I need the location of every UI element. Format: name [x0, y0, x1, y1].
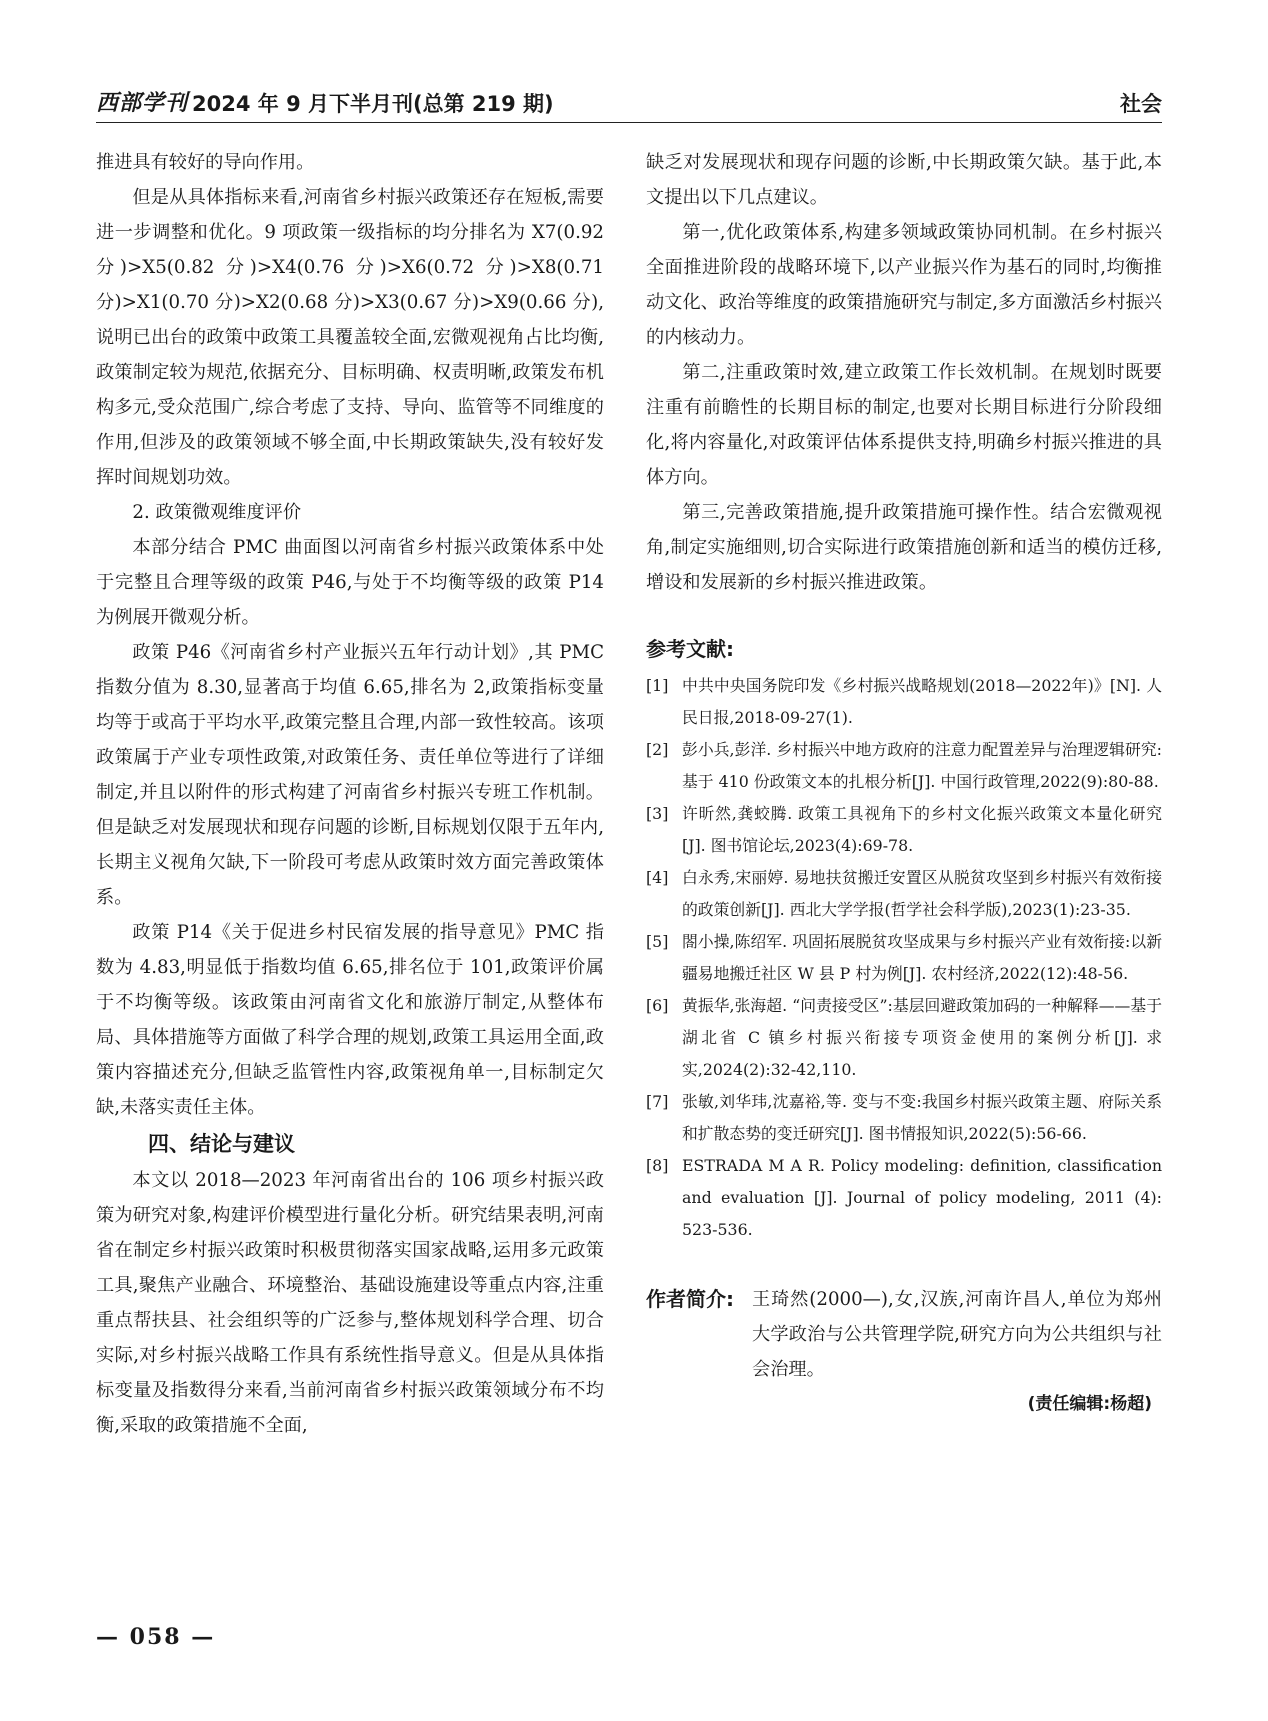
paragraph: 缺乏对发展现状和现存问题的诊断,中长期政策欠缺。基于此,本文提出以下几点建议。 [646, 152, 1162, 208]
reference-text: 中共中央国务院印发《乡村振兴战略规划(2018—2022年)》[N]. 人民日报,2018-09-27(1). [682, 676, 1162, 727]
header-rule [96, 122, 1162, 123]
reference-number: [2] [646, 740, 669, 759]
reference-number: [7] [646, 1092, 669, 1111]
reference-item [646, 670, 1162, 734]
paragraph: 但是从具体指标来看,河南省乡村振兴政策还存在短板,需要进一步调整和优化。9 项政策一级指标的均分排名为 X7(0.92 分)>X5(0.82 分)>X4(0.76 分)>X6(0.72 分)>X8(0.71 分)>X1(0.70 分)>X2(0.68 分)>X3(0.67 分)>X9(0.66 分),说明已出台的政策中政策工具覆盖较全面,宏微观视角占比均衡,政策制定较为规范,依据充分、目标明确、权责明晰,政策发布机构多元,受众范围广,综合考虑了支持、导向、监管等不同维度的作用,但涉及的政策领域不够全面,中长期政策缺失,没有较好发挥时间规划功效。 [96, 187, 604, 488]
left-column [96, 145, 604, 1443]
subsection-heading: 2. 政策微观维度评价 [132, 502, 302, 523]
author-bio-label: 作者简介: [646, 1287, 734, 1311]
reference-text: 閤小操,陈绍军. 巩固拓展脱贫攻坚成果与乡村振兴产业有效衔接:以新疆易地搬迁社区 W 县 P 村为例[J]. 农村经济,2022(12):48-56. [682, 932, 1162, 983]
editor-credit: (责任编辑:杨超) [1027, 1394, 1152, 1414]
paragraph: 政策 P14《关于促进乡村民宿发展的指导意见》PMC 指数为 4.83,明显低于指数均值 6.65,排名位于 101,政策评价属于不均衡等级。该政策由河南省文化和旅游厅制定,从整体布局、具体措施等方面做了科学合理的规划,政策工具运用全面,政策内容描述充分,但缺乏监管性内容,政策视角单一,目标制定欠缺,未落实责任主体。 [96, 922, 604, 1118]
reference-text: 张敏,刘华玮,沈嘉裕,等. 变与不变:我国乡村振兴政策主题、府际关系和扩散态势的变迁研究[J]. 图书情报知识,2022(5):56-66. [682, 1092, 1162, 1143]
reference-number: [8] [646, 1156, 669, 1175]
reference-number: [6] [646, 996, 669, 1015]
paragraph: 第三,完善政策措施,提升政策措施可操作性。结合宏微观视角,制定实施细则,切合实际进行政策措施创新和适当的模仿迁移,增设和发展新的乡村振兴推进政策。 [646, 502, 1162, 593]
issue-info: 2024 年 9 月下半月刊(总第 219 期) [192, 92, 554, 116]
paragraph: 推进具有较好的导向作用。 [96, 152, 315, 173]
right-column [646, 145, 1162, 1421]
author-bio [646, 1282, 1162, 1387]
journal-masthead: 西部学刊 [96, 90, 189, 116]
section-label: 社会 [1120, 92, 1162, 116]
reference-item [646, 1150, 1162, 1246]
paragraph: 本文以 2018—2023 年河南省出台的 106 项乡村振兴政策为研究对象,构建评价模型进行量化分析。研究结果表明,河南省在制定乡村振兴政策时积极贯彻落实国家战略,运用多元政策工具,聚焦产业融合、环境整治、基础设施建设等重点内容,注重重点帮扶县、社会组织等的广泛参与,整体规划科学合理、切合实际,对乡村振兴战略工作具有系统性指导意义。但是从具体指标变量及指数得分来看,当前河南省乡村振兴政策领域分布不均衡,采取的政策措施不全面, [96, 1170, 604, 1436]
reference-list [646, 670, 1162, 1246]
reference-item [646, 990, 1162, 1086]
reference-item [646, 734, 1162, 798]
reference-text: ESTRADA M A R. Policy modeling: definition, classification and evaluation [J]. Journal of policy modeling, 2011 (4): 523-536. [682, 1156, 1162, 1239]
reference-item [646, 926, 1162, 990]
reference-number: [3] [646, 804, 669, 823]
reference-item [646, 1086, 1162, 1150]
paragraph: 第二,注重政策时效,建立政策工作长效机制。在规划时既要注重有前瞻性的长期目标的制定,也要对长期目标进行分阶段细化,将内容量化,对政策评估体系提供支持,明确乡村振兴推进的具体方向。 [646, 362, 1162, 488]
reference-text: 白永秀,宋丽婷. 易地扶贫搬迁安置区从脱贫攻坚到乡村振兴有效衔接的政策创新[J]. 西北大学学报(哲学社会科学版),2023(1):23-35. [682, 868, 1162, 919]
author-bio-text: 王琦然(2000—),女,汉族,河南许昌人,单位为郑州大学政治与公共管理学院,研究方向为公共组织与社会治理。 [752, 1289, 1162, 1380]
reference-text: 彭小兵,彭洋. 乡村振兴中地方政府的注意力配置差异与治理逻辑研究:基于 410 份政策文本的扎根分析[J]. 中国行政管理,2022(9):80-88. [682, 740, 1162, 791]
references-heading: 参考文献: [646, 637, 734, 661]
reference-item [646, 798, 1162, 862]
reference-number: [1] [646, 676, 669, 695]
running-header [96, 84, 1162, 124]
page-number: — 058 — [96, 1624, 216, 1650]
reference-number: [5] [646, 932, 669, 951]
reference-text: 黄振华,张海超. “问责接受区”:基层回避政策加码的一种解释——基于湖北省 C 镇乡村振兴衔接专项资金使用的案例分析[J]. 求实,2024(2):32-42,110. [682, 996, 1162, 1079]
paragraph: 本部分结合 PMC 曲面图以河南省乡村振兴政策体系中处于完整且合理等级的政策 P46,与处于不均衡等级的政策 P14 为例展开微观分析。 [96, 537, 604, 628]
section-heading: 四、结论与建议 [148, 1132, 295, 1156]
reference-item [646, 862, 1162, 926]
reference-number: [4] [646, 868, 669, 887]
paragraph: 第一,优化政策体系,构建多领域政策协同机制。在乡村振兴全面推进阶段的战略环境下,以产业振兴作为基石的同时,均衡推动文化、政治等维度的政策措施研究与制定,多方面激活乡村振兴的内核动力。 [646, 222, 1162, 348]
paragraph: 政策 P46《河南省乡村产业振兴五年行动计划》,其 PMC 指数分值为 8.30,显著高于均值 6.65,排名为 2,政策指标变量均等于或高于平均水平,政策完整且合理,内部一致性较高。该项政策属于产业专项性政策,对政策任务、责任单位等进行了详细制定,并且以附件的形式构建了河南省乡村振兴专班工作机制。但是缺乏对发展现状和现存问题的诊断,目标规划仅限于五年内,长期主义视角欠缺,下一阶段可考虑从政策时效方面完善政策体系。 [96, 642, 604, 908]
reference-text: 许昕然,龚蛟腾. 政策工具视角下的乡村文化振兴政策文本量化研究[J]. 图书馆论坛,2023(4):69-78. [682, 804, 1162, 855]
